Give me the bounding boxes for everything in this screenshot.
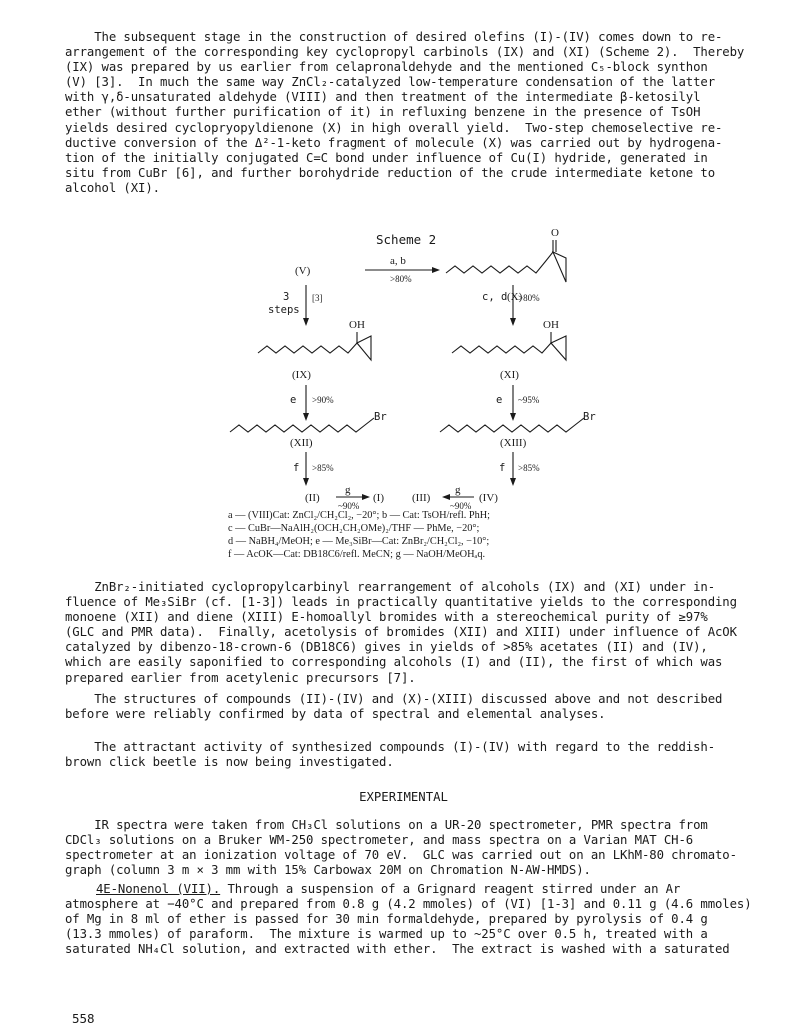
- yield-g-right: ~90%: [450, 501, 472, 511]
- reagents-ab: a, b: [390, 255, 406, 267]
- yield-g-left: ~90%: [338, 501, 360, 511]
- reagent-g-right: g: [455, 484, 461, 496]
- yield-ab: >80%: [390, 274, 412, 284]
- skeleton-x: [446, 252, 553, 273]
- label-ii: (II): [305, 492, 320, 504]
- rearrangement-paragraph: ZnBr₂-initiated cyclopropylcarbinyl rearrangement of alcohols (IX) and (XI) under in- fluence of Me₃SiBr (cf. [1-3]) leads in practically quantitative yields to the corresponding monoene (XII) and diene (XIII) E-homoallyl bromides with a stereochemical purity of ≥97% (GLC and PMR data). Finally, acetolysis of bromides (XII) and XIII) under influence of AcOK catalyzed by dibenzo-18-crown-6 (DB18C6) gives in yields of >85% acetates (II) and (IV), which are easily saponified to corresponding alcohols (I) and (II), the first of which was prepared earlier from acetylenic precursors [7].: [65, 580, 737, 685]
- scheme-legend-line-2: c — CuBr—NaAlH₂(OCH₂CH₂OMe)₂/THF — PhMe, −20°;: [228, 523, 480, 534]
- reagent-g-left: g: [345, 484, 351, 496]
- label-v: (V): [295, 265, 311, 277]
- scheme-legend-line-4: f — AcOK—Cat: DB18C6/refl. MeCN; g — NaOH/MeOHₐq.: [228, 549, 486, 560]
- reagent-e-left: e: [290, 394, 297, 406]
- attractant-paragraph: The attractant activity of synthesized compounds (I)-(IV) with regard to the reddish- brown click beetle is now being investigated.: [65, 740, 716, 770]
- oh-ix: OH: [349, 319, 365, 331]
- three-steps-number: 3: [283, 291, 290, 303]
- methods-paragraph: IR spectra were taken from CH₃Cl solutions on a UR-20 spectrometer, PMR spectra from CDCl₃ solutions on a Bruker WM-250 spectrometer, and mass spectra on a Varian MAT CH-6 spectrometer at an ionization voltage of 70 eV. GLC was carried out on an LKhM-80 chromato- graph (column 3 m × 3 mm with 15% Carbowax 20M on Chromation N-AW-HMDS).: [65, 818, 737, 878]
- label-xii: (XII): [290, 437, 313, 449]
- br-xii: Br: [374, 411, 387, 423]
- cyclopropyl-ring-x: [553, 252, 566, 282]
- structures-paragraph: The structures of compounds (II)-(IV) and (X)-(XIII) discussed above and not described before were reliably confirmed by data of spectral and elemental analyses.: [65, 692, 723, 722]
- label-xi: (XI): [500, 369, 519, 381]
- nonenol-title: 4E-Nonenol (VII).: [96, 882, 221, 896]
- nonenol-paragraph: [65, 882, 755, 957]
- scheme-legend-line-1: a — (VIII)Cat: ZnCl₂/CH₂Cl₂, −20°; b — Cat: TsOH/refl. PhH;: [228, 510, 491, 521]
- ref-3: [3]: [312, 293, 323, 303]
- skeleton-xi: [452, 343, 551, 353]
- label-xiii: (XIII): [500, 437, 527, 449]
- skeleton-xii: [230, 418, 374, 432]
- label-ix: (IX): [292, 369, 311, 381]
- three-steps-word: steps: [268, 304, 300, 316]
- yield-cd: >80%: [518, 293, 540, 303]
- label-i: (I): [373, 492, 384, 504]
- skeleton-ix: [258, 343, 357, 353]
- reagents-cd: c, d: [482, 291, 508, 303]
- experimental-heading: EXPERIMENTAL: [359, 790, 448, 804]
- yield-e-right: ~95%: [518, 395, 540, 405]
- label-iii: (III): [412, 492, 431, 504]
- label-o: O: [551, 227, 559, 239]
- skeleton-xiii: [440, 418, 584, 432]
- yield-e-left: >90%: [312, 395, 334, 405]
- nonenol-text: Through a suspension of a Grignard reagent stirred under an Ar atmosphere at −40°C and prepared from 0.8 g (4.2 mmoles) of (VI) [1-3] and 0.11 g (4.6 mmoles) of Mg in 8 ml of ether is passed for 30 min formaldehyde, prepared by pyrolysis of 0.4 g (13.3 mmoles) of paraform. The mixture is warmed up to ~25°C over 0.5 h, treated with a saturated NH₄Cl solution, and extracted with ether. The extract is washed with a saturated: [65, 882, 752, 957]
- arrow-head: [432, 267, 440, 273]
- intro-paragraph: The subsequent stage in the construction of desired olefins (I)-(IV) comes down to re- arrangement of the corresponding key cyclopropyl carbinols (IX) and (XI) (Scheme 2). Thereby (IX) was prepared by us earlier from celapronaldehyde and the mentioned C₅-block synthon (V) [3]. In much the same way ZnCl₂-catalyzed low-temperature condensation of the latter with γ,δ-unsaturated aldehyde (VIII) and then treatment of the intermediate β-ketosilyl ether (without further purification of it) in refluxing benzene in the presence of TsOH yields desired cyclopryopyldienone (X) in high overall yield. Two-step chemoselective re- ductive conversion of the Δ²-1-keto fragment of molecule (X) was carried out by hydrogena- tion of the initially conjugated C=C bond under influence of Cu(I) hydride, generated in situ from CuBr [6], and further borohydride reduction of the crude intermediate ketone to alcohol (XI).: [65, 30, 745, 195]
- reagent-e-right: e: [496, 394, 503, 406]
- scheme-title: Scheme 2: [376, 232, 437, 247]
- reagent-f-right: f: [499, 462, 506, 474]
- label-x: (X): [507, 291, 523, 303]
- br-xiii: Br: [583, 411, 596, 423]
- page-number: 558: [72, 1011, 95, 1026]
- scheme-legend-line-3: d — NaBH₄/MeOH; e — Me₃SiBr—Cat: ZnBr₂/CH₂Cl₂, −10°;: [228, 536, 490, 547]
- yield-f-right: >85%: [518, 463, 540, 473]
- reagent-f-left: f: [293, 462, 300, 474]
- oh-xi: OH: [543, 319, 559, 331]
- label-iv: (IV): [479, 492, 498, 504]
- yield-f-left: >85%: [312, 463, 334, 473]
